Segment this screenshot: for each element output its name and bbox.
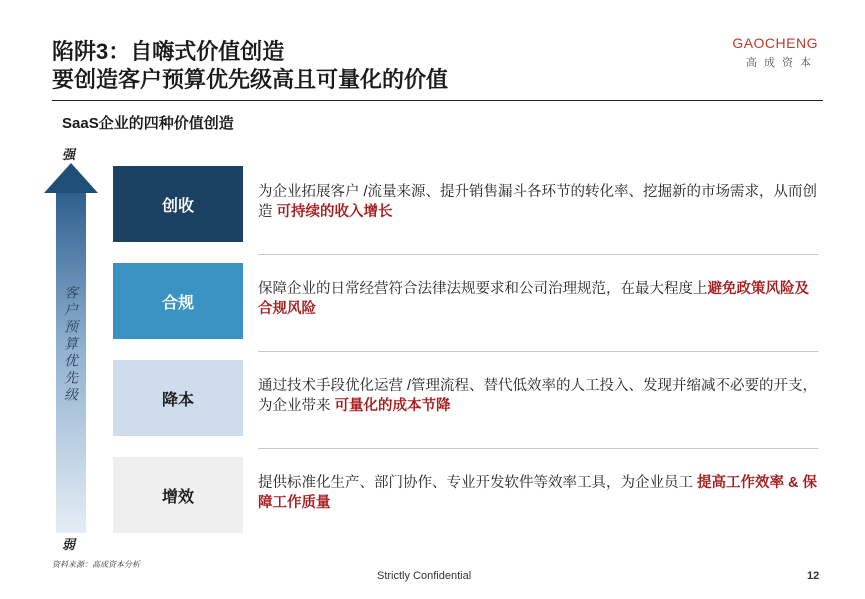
arrow-up-icon — [44, 163, 98, 193]
value-row-revenue — [113, 166, 818, 242]
page-title — [52, 38, 448, 94]
source-note: 资料来源：高成资本分析 — [52, 560, 140, 569]
value-box-cost-reduction: 降本 — [113, 360, 243, 436]
confidential-label: Strictly Confidential — [377, 570, 472, 582]
value-description-cost-reduction — [258, 376, 818, 416]
value-box-compliance: 合规 — [113, 263, 243, 339]
row-divider — [258, 351, 818, 352]
description-highlight: 可量化的成本节降 — [334, 398, 451, 414]
value-description-compliance — [258, 279, 818, 319]
description-text: 保障企业的日常经营符合法律法规要求和公司治理规范，在最大程度上 — [258, 281, 708, 297]
axis-vertical-label: 客户预算优先级 — [63, 285, 79, 404]
page-number: 12 — [807, 570, 820, 582]
description-text: 为企业拓展客户 /流量来源、提升销售漏斗各环节的转化率、挖掘新的市场需求，从而创造 — [258, 184, 818, 220]
description-highlight: 可持续的收入增长 — [276, 204, 393, 220]
logo-english: GAOCHENG — [732, 35, 818, 51]
title-line-1: 陷阱3：自嗨式价值创造 — [52, 39, 285, 64]
company-logo — [732, 35, 818, 70]
header-divider — [52, 100, 823, 101]
description-highlight: 提高工作效率 & 保障工作质量 — [258, 475, 818, 511]
description-text: 通过技术手段优化运营 /管理流程、替代低效率的人工投入、发现并缩减不必要的开支，为企业带来 — [258, 378, 818, 414]
value-row-compliance — [113, 263, 818, 339]
logo-chinese: 高成资本 — [746, 57, 818, 69]
title-line-2: 要创造客户预算优先级高且可量化的价值 — [52, 67, 449, 92]
row-divider — [258, 448, 818, 449]
row-divider — [258, 254, 818, 255]
section-subtitle: SaaS企业的四种价值创造 — [62, 115, 234, 132]
value-row-efficiency — [113, 457, 818, 533]
description-text: 提供标准化生产、部门协作、专业开发软件等效率工具，为企业员工 — [258, 475, 698, 491]
description-highlight: 避免政策风险及合规风险 — [258, 281, 809, 317]
axis-top-label: 强 — [62, 147, 76, 162]
value-description-revenue — [258, 182, 818, 222]
value-box-revenue: 创收 — [113, 166, 243, 242]
axis-bottom-label: 弱 — [62, 537, 76, 552]
value-box-efficiency: 增效 — [113, 457, 243, 533]
value-description-efficiency — [258, 473, 818, 513]
value-row-cost-reduction — [113, 360, 818, 436]
